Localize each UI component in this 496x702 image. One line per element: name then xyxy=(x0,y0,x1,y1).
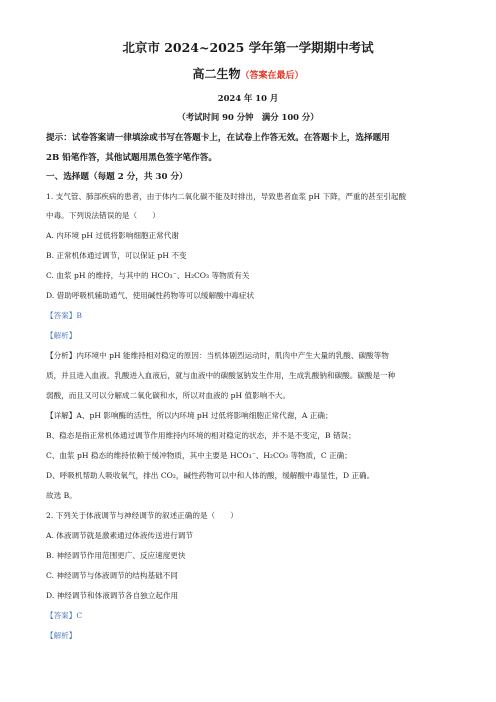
q2-analysis-tag: 【解析】 xyxy=(46,631,77,640)
exam-date: 2024 年 10 月 xyxy=(217,93,279,103)
q1-analysis-tag: 【解析】 xyxy=(46,331,77,340)
q1-analysis-line-2: 质，并且进入血液。乳酸进入血液后，就与血液中的碳酸氢钠发生作用，生成乳酸钠和碳酸。碳酸是一种 xyxy=(46,371,396,380)
q1-option-d: D. 借助呼吸机辅助通气、使用碱性药物等可以缓解酸中毒症状 xyxy=(46,291,255,300)
subject-name: 高二生物 xyxy=(192,67,241,81)
q1-option-c: C. 血浆 pH 的维持，与其中的 HCO₃⁻、H₂CO₃ 等物质有关 xyxy=(46,271,250,280)
q1-stem-line-2: 中毒。下列说法错误的是（ ） xyxy=(46,211,160,220)
q2-option-a: A. 体液调节就是激素通过体液传送进行调节 xyxy=(46,531,193,540)
q1-analysis-line-1: 【分析】内环境中 pH 能维持相对稳定的原因：当机体剧烈运动时，肌肉中产生大量的乳酸、碳酸等物 xyxy=(46,351,389,360)
q1-detail-line-1: 【详解】A、pH 影响酶的活性，所以内环境 pH 过低将影响细胞正常代谢，A 正确； xyxy=(46,411,333,420)
subject-title xyxy=(0,66,496,84)
answer-location-note: （答案在最后） xyxy=(240,71,304,81)
instructions-line-2: 2B 铅笔作答，其他试题用黑色签字笔作答。 xyxy=(46,153,217,163)
q1-detail-line-4: D、呼吸机帮助人吸收氧气，排出 CO₂，碱性药物可以中和人体的酸，缓解酸中毒显性，D 正确。 xyxy=(46,471,375,480)
q2-answer: 【答案】C xyxy=(46,611,83,620)
q1-option-b: B. 正常机体通过调节，可以保证 pH 不变 xyxy=(46,251,187,260)
q1-option-a: A. 内环境 pH 过低将影响细胞正常代谢 xyxy=(46,231,179,240)
q1-stem-line-1: 1. 支气管、肺部疾病的患者，由于体内二氧化碳不能及时排出，导致患者血浆 pH 下降，严重的甚至引起酸 xyxy=(46,192,407,201)
q1-detail-line-3: C、血浆 pH 稳态的维持依赖于缓冲物质，其中主要是 HCO₃⁻、H₂CO₃ 等物质，C 正确； xyxy=(46,451,352,460)
exam-title: 北京市 2024~2025 学年第一学期期中考试 xyxy=(122,40,374,55)
instructions-line-1: 提示：试卷答案请一律填涂或书写在答题卡上，在试卷上作答无效。在答题卡上，选择题用 xyxy=(46,133,390,143)
exam-time-score: （考试时间 90 分钟 满分 100 分） xyxy=(177,112,319,122)
q1-detail-line-2: B、稳态是指正常机体通过调节作用维持内环境的相对稳定的状态，并不是不变定，B 错误； xyxy=(46,431,356,440)
q1-conclusion: 故选 B。 xyxy=(46,491,77,500)
section-heading: 一、选择题（每题 2 分，共 30 分） xyxy=(46,172,188,182)
q2-option-b: B. 神经调节作用范围更广、反应速度更快 xyxy=(46,551,186,560)
q2-option-c: C. 神经调节与体液调节的结构基础不同 xyxy=(46,571,178,580)
q1-answer: 【答案】B xyxy=(46,311,82,320)
q2-option-d: D. 神经调节和体液调节各自独立起作用 xyxy=(46,591,179,600)
q2-stem: 2. 下列关于体液调节与神经调节的叙述正确的是（ ） xyxy=(46,511,238,520)
q1-analysis-line-3: 弱酸，而且又可以分解成二氧化碳和水，所以对血液的 pH 值影响不大。 xyxy=(46,391,291,400)
